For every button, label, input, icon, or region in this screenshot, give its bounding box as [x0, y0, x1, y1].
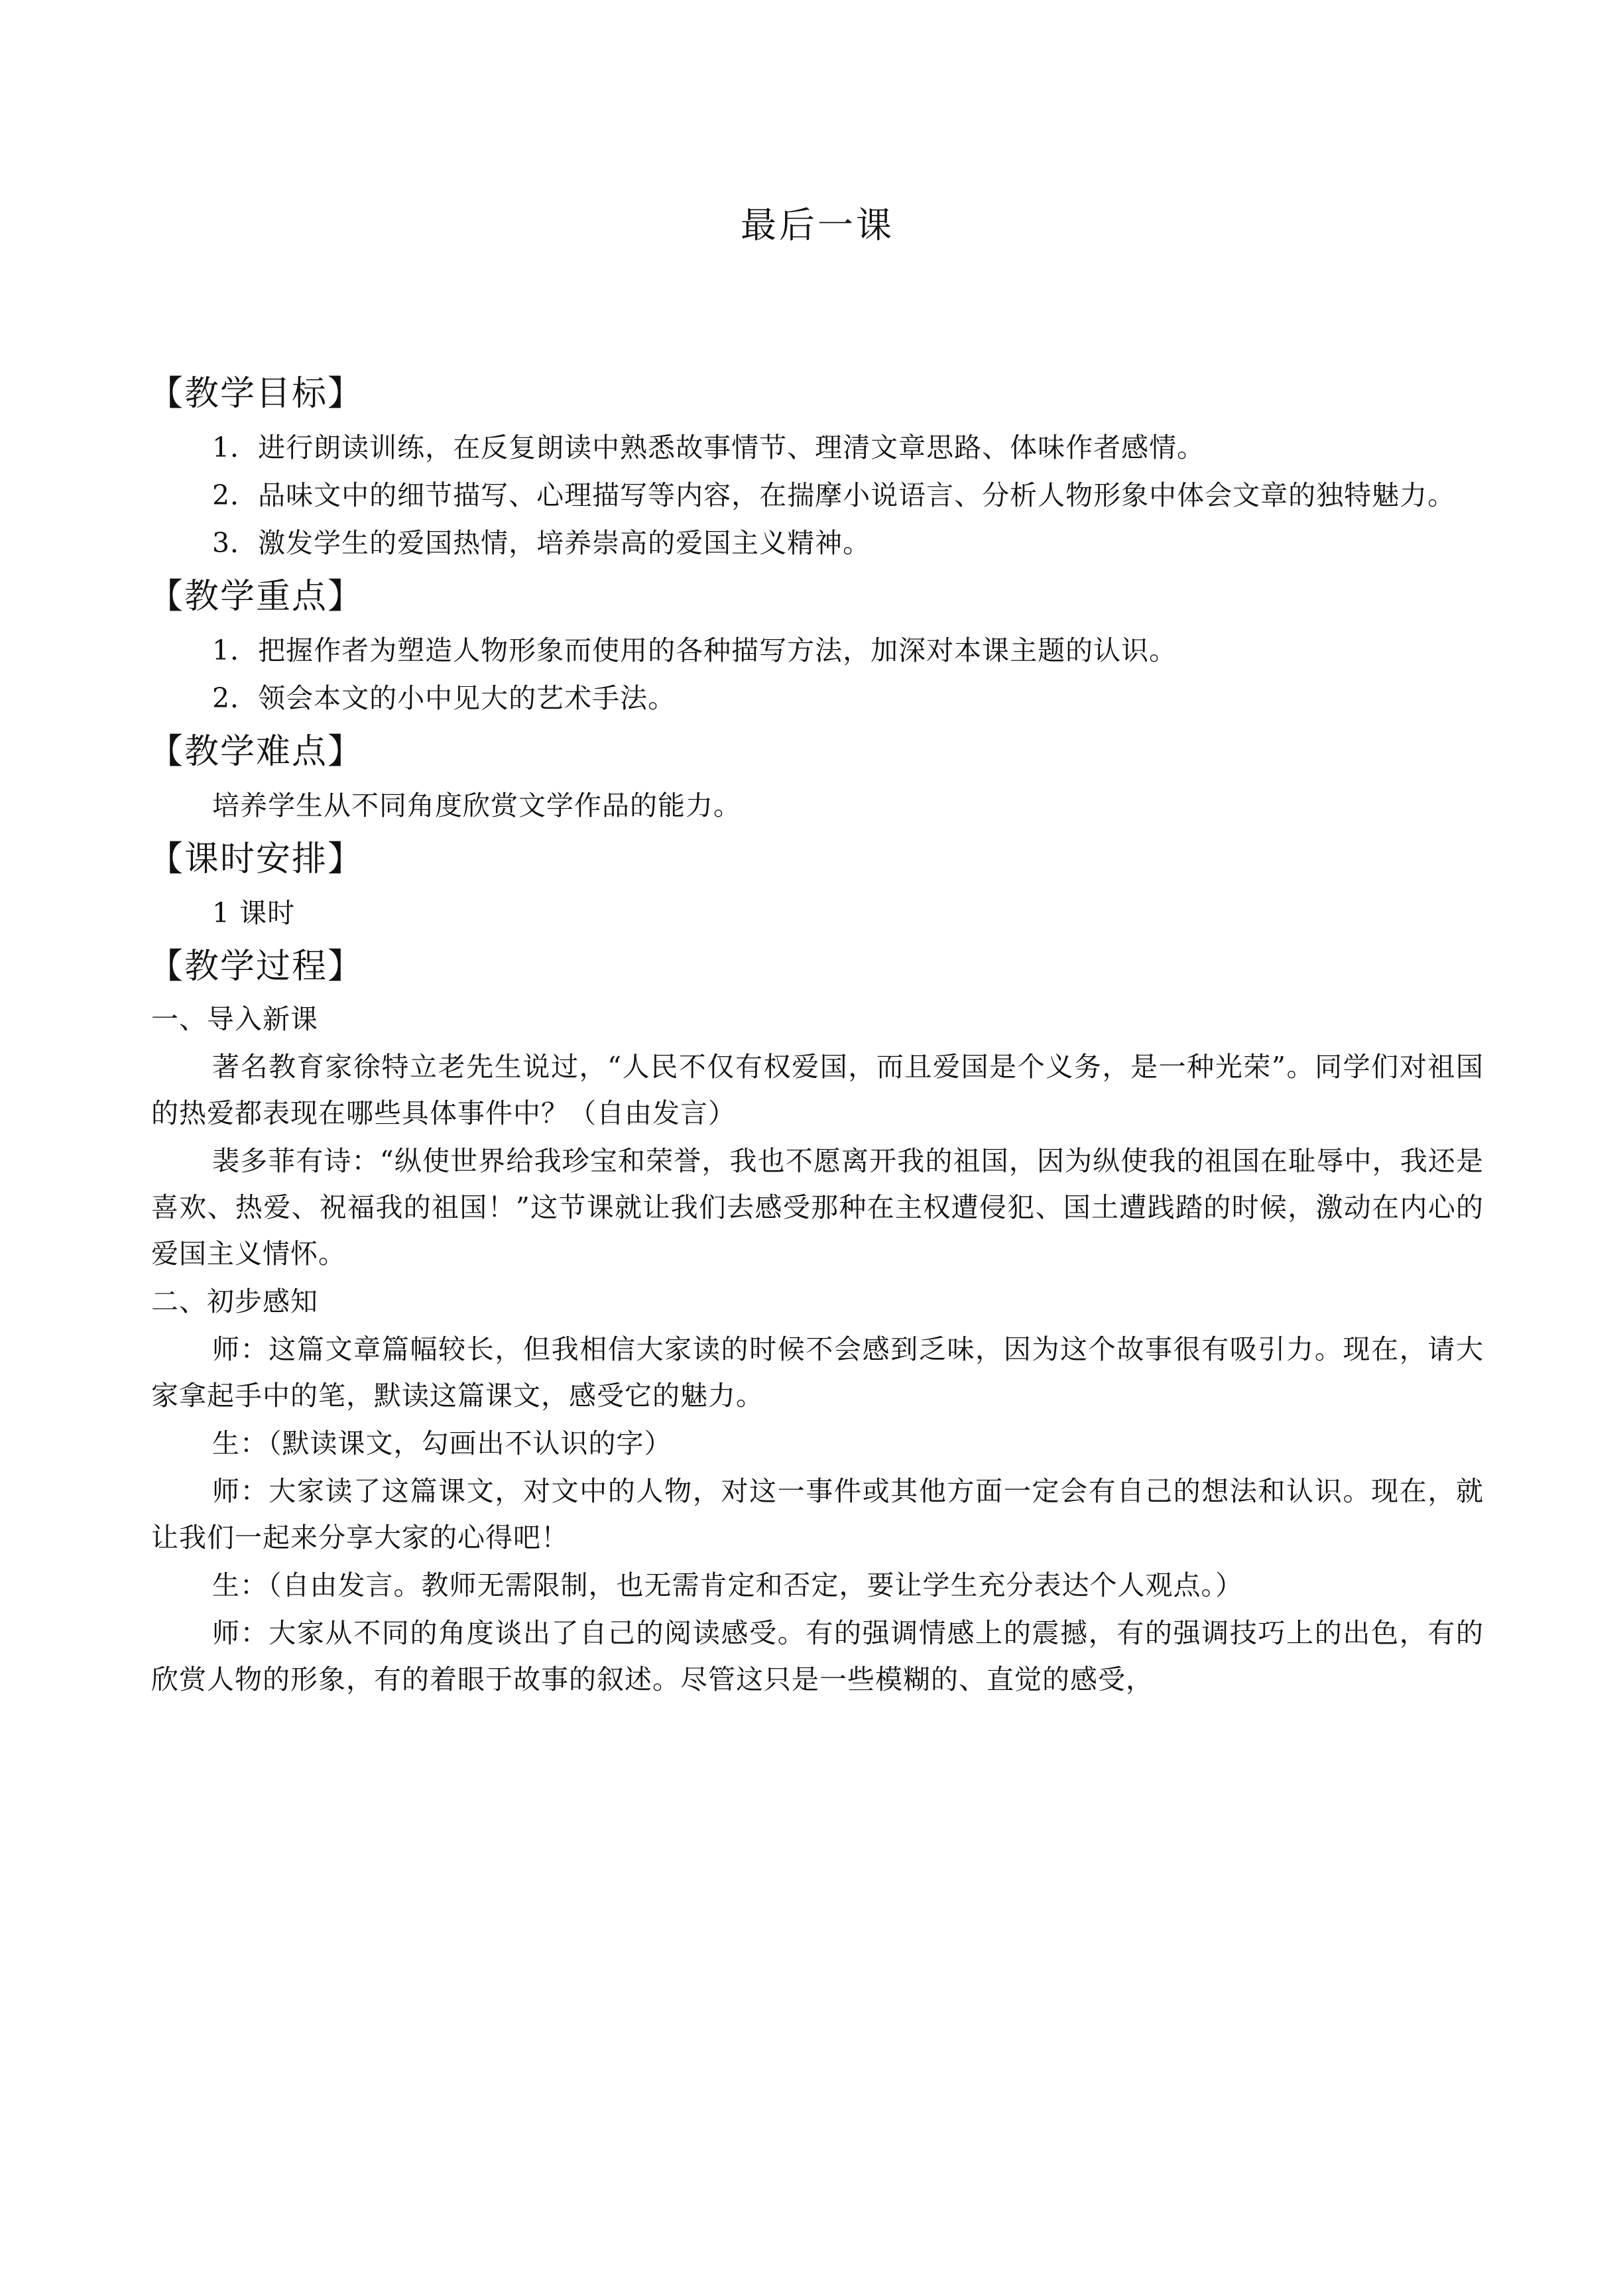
section-heading-schedule: 【课时安排】	[149, 839, 364, 879]
process-part2-paragraph-4: 生：（自由发言。教师无需限制，也无需肯定和否定，要让学生充分表达个人观点。）	[212, 1569, 1243, 1601]
difficulty-item-1: 培养学生从不同角度欣赏文学作品的能力。	[212, 790, 741, 821]
objective-item-1: 1．进行朗读训练，在反复朗读中熟悉故事情节、理清文章思路、体味作者感情。	[212, 432, 1205, 463]
process-part2-paragraph-1: 师：这篇文章篇幅较长，但我相信大家读的时候不会感到乏味，因为这个故事很有吸引力。现在，请大家拿起手中的笔，默读这篇课文，感受它的魅力。	[151, 1333, 1484, 1412]
document-title: 最后一课	[741, 204, 894, 246]
key-point-item-1: 1．把握作者为塑造人物形象而使用的各种描写方法，加深对本课主题的认识。	[212, 634, 1177, 666]
process-part1-paragraph-1: 著名教育家徐特立老先生说过，“人民不仅有权爱国，而且爱国是个义务，是一种光荣”。同学们对祖国的热爱都表现在哪些具体事件中？（自由发言）	[151, 1051, 1484, 1129]
process-part2-paragraph-5: 师：大家从不同的角度谈出了自己的阅读感受。有的强调情感上的震撼，有的强调技巧上的出色，有的欣赏人物的形象，有的着眼于故事的叙述。尽管这只是一些模糊的、直觉的感受，	[151, 1617, 1484, 1695]
process-part2-paragraph-3: 师：大家读了这篇课文，对文中的人物，对这一事件或其他方面一定会有自己的想法和认识。现在，就让我们一起来分享大家的心得吧！	[151, 1475, 1484, 1553]
section-heading-difficulties: 【教学难点】	[149, 732, 364, 772]
section-heading-objectives: 【教学目标】	[149, 374, 364, 414]
schedule-item-1: 1 课时	[212, 897, 296, 929]
title-spacer	[151, 252, 1484, 365]
document-content	[151, 199, 1484, 1704]
section-heading-key-points: 【教学重点】	[149, 577, 364, 617]
key-point-item-2: 2．领会本文的小中见大的艺术手法。	[212, 682, 676, 714]
objective-item-2: 2．品味文中的细节描写、心理描写等内容，在揣摩小说语言、分析人物形象中体会文章的独特魅力。	[212, 479, 1456, 511]
process-part2-paragraph-2: 生：（默读课文，勾画出不认识的字）	[212, 1427, 672, 1459]
process-part1-heading: 一、导入新课	[151, 1003, 318, 1035]
process-part1-paragraph-2: 裴多菲有诗：“纵使世界给我珍宝和荣誉，我也不愿离开我的祖国，因为纵使我的祖国在耻辱中，我还是喜欢、热爱、祝福我的祖国！”这节课就让我们去感受那种在主权遭侵犯、国土遭践踏的时候，激动在内心的爱国主义情怀。	[151, 1145, 1484, 1270]
objective-item-3: 3．激发学生的爱国热情，培养崇高的爱国主义精神。	[212, 527, 871, 559]
section-heading-process: 【教学过程】	[149, 947, 364, 987]
process-part2-heading: 二、初步感知	[151, 1286, 318, 1317]
